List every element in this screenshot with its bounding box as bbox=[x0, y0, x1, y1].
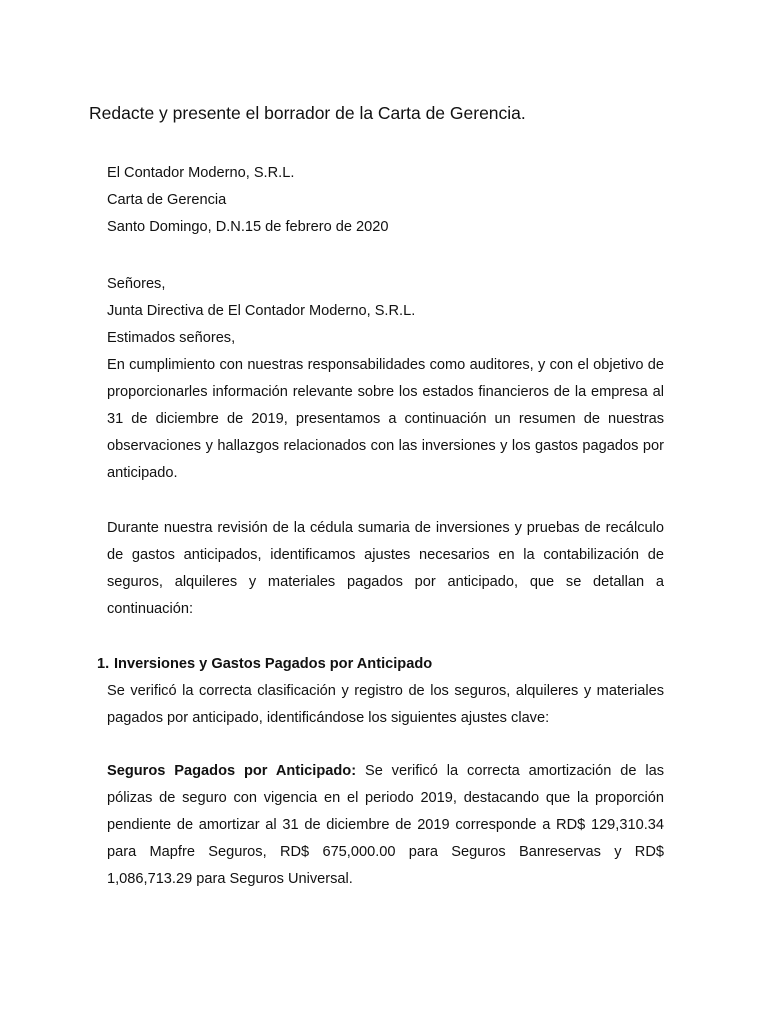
review-paragraph: Durante nuestra revisión de la cédula sumaria de inversiones y pruebas de recálculo de gastos anticipados, identificamos ajustes necesarios en la contabilización de seguros, alquileres y materiales pagados por anticipado, que se detallan a continuación: bbox=[107, 520, 664, 617]
letter-type: Carta de Gerencia bbox=[107, 192, 227, 208]
seguros-text: Se verificó la correcta amortización de las pólizas de seguro con vigencia en el periodo 2019, destacando que la proporción pendiente de amortizar al 31 de diciembre de 2019 corresponde a RD$ 129,310.34 para Mapfre Seguros, RD$ 675,000.00 para Seguros Banreservas y RD$ 1,086,713.29 para Seguros Universal. bbox=[107, 763, 664, 887]
salutation bbox=[107, 271, 664, 487]
section-1-paragraph: Se verificó la correcta clasificación y registro de los seguros, alquileres y materiales pagados por anticipado, identificándose los siguientes ajustes clave: bbox=[107, 683, 664, 726]
letter-header bbox=[107, 160, 664, 241]
recipient-line: Junta Directiva de El Contador Moderno, S.R.L. bbox=[107, 303, 416, 319]
salutation-line: Señores, bbox=[107, 276, 166, 292]
section-1-heading bbox=[97, 651, 432, 678]
seguros-paragraph bbox=[107, 758, 664, 893]
greeting-line: Estimados señores, bbox=[107, 330, 236, 346]
section-1-body bbox=[107, 678, 664, 732]
section-1-title: Inversiones y Gastos Pagados por Anticipado bbox=[114, 656, 433, 672]
company-name: El Contador Moderno, S.R.L. bbox=[107, 165, 295, 181]
letter-date: Santo Domingo, D.N.15 de febrero de 2020 bbox=[107, 219, 389, 235]
intro-paragraph: En cumplimiento con nuestras responsabilidades como auditores, y con el objetivo de proporcionarles información relevante sobre los estados financieros de la empresa al 31 de diciembre de 2019, presentamos a continuación un resumen de nuestras observaciones y hallazgos relacionados con las inversiones y los gastos pagados por anticipado. bbox=[107, 357, 664, 481]
seguros-label: Seguros Pagados por Anticipado: bbox=[107, 763, 357, 779]
seguros-block bbox=[107, 758, 664, 893]
page-title: Redacte y presente el borrador de la Carta de Gerencia. bbox=[89, 103, 526, 123]
review-paragraph-block bbox=[107, 515, 664, 623]
section-1-number: 1. bbox=[97, 656, 110, 672]
